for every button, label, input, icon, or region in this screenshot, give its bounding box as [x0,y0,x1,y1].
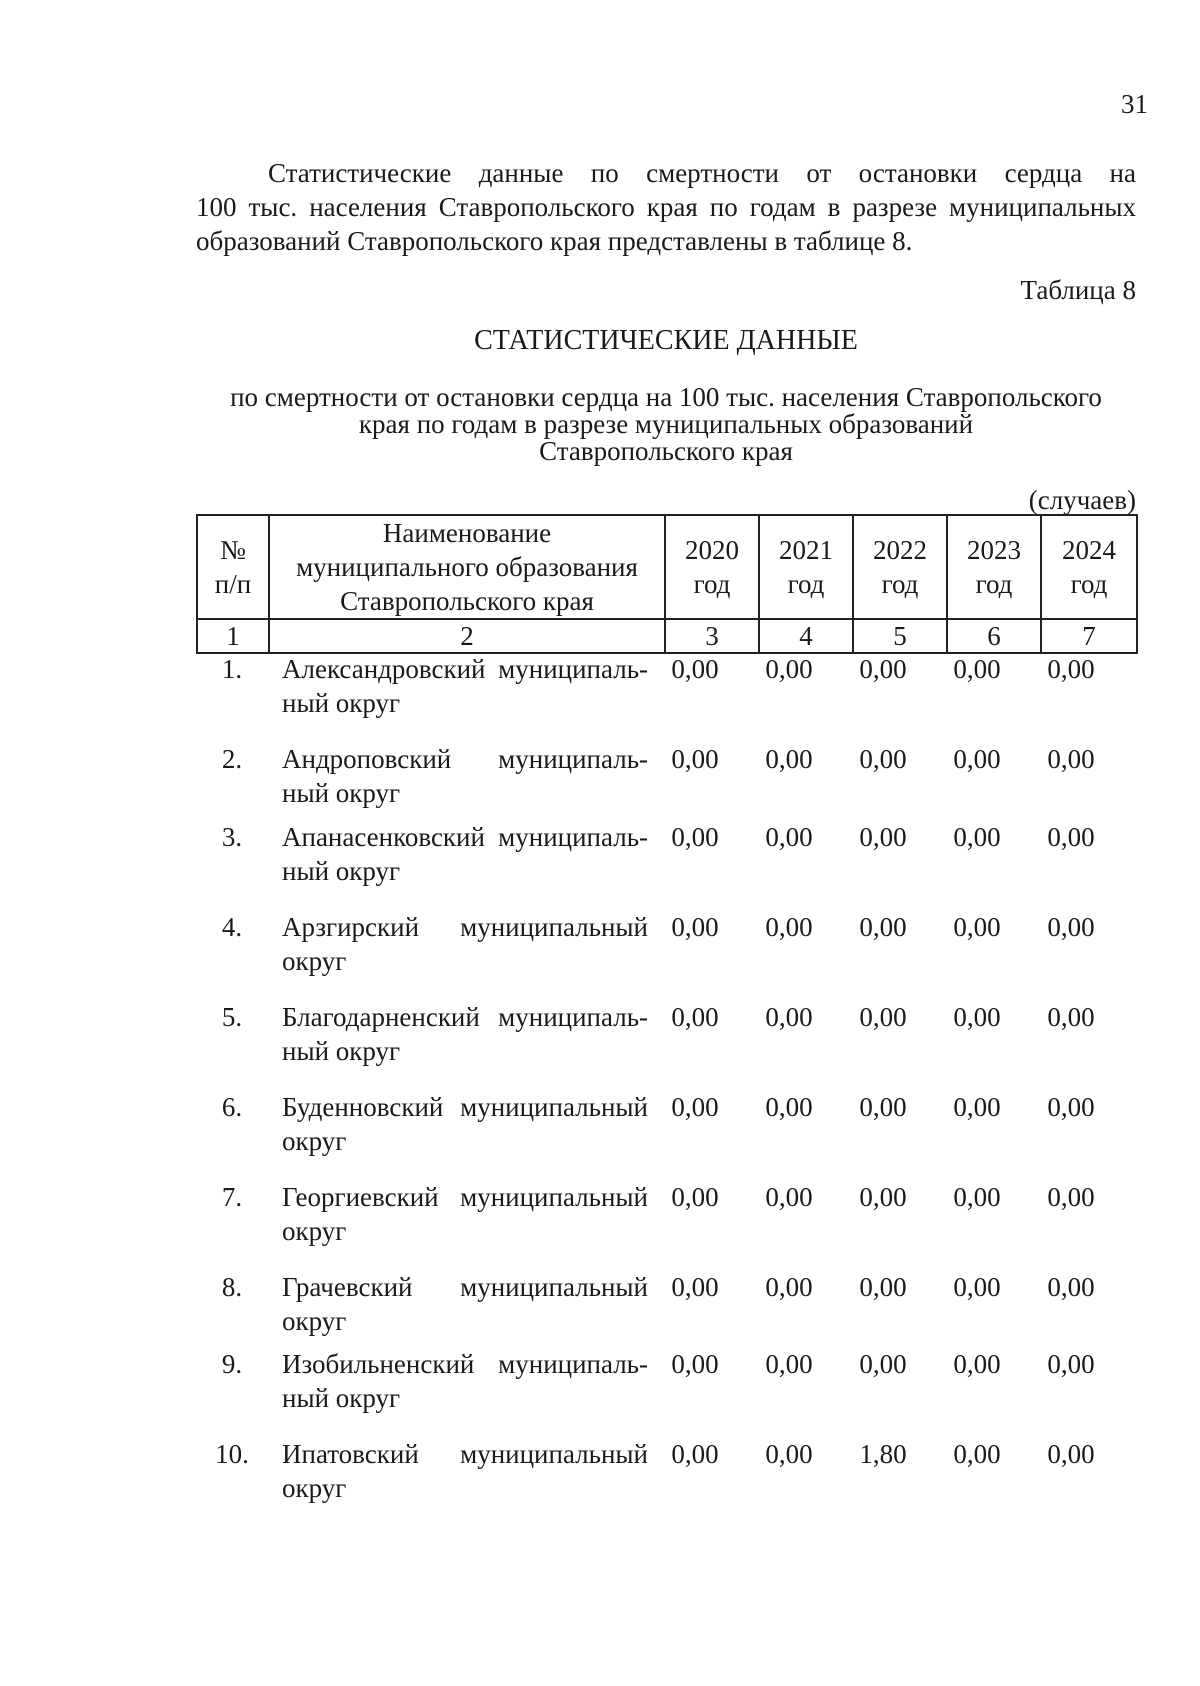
row-name [268,910,648,1000]
subtitle-line: края по годам в разрезе муниципальных образований [358,409,974,439]
header-year-2020 [665,515,759,619]
table-body [196,652,1136,1527]
header-num-line: п/п [214,569,252,599]
value-2024: 0,00 [1047,1272,1095,1302]
header-num-line: № [220,535,246,565]
value-2020: 0,00 [671,1272,719,1302]
row-number: 2. [221,744,243,774]
row-name-line: ный округ [282,856,401,886]
value-2023: 0,00 [953,912,1001,942]
column-number: 3 [665,619,759,653]
table-title: СТАТИСТИЧЕСКИЕ ДАННЫЕ [474,325,858,356]
value-2023: 0,00 [953,1439,1001,1469]
column-number: 1 [197,619,269,653]
header-year-2022 [853,515,947,619]
header-year-unit: год [1070,569,1108,599]
value-2023: 0,00 [953,654,1001,684]
row-name-line: ный округ [282,1036,401,1066]
value-2021: 0,00 [765,912,813,942]
table-row [196,742,1136,820]
value-2021: 0,00 [765,744,813,774]
column-number: 7 [1041,619,1137,653]
row-name [268,742,648,820]
table-row [196,652,1136,742]
header-year: 2020 [685,535,739,565]
row-name [268,652,648,742]
intro-paragraph [196,156,1136,258]
table-row [196,820,1136,910]
header-year: 2021 [779,535,833,565]
row-name-line: Благодарненский муниципаль- [282,1002,648,1032]
value-2024: 0,00 [1047,744,1095,774]
header-name-line: Ставропольского края [340,586,594,616]
table-row [196,1000,1136,1090]
row-number: 5. [221,1002,243,1032]
row-number: 10. [215,1439,249,1469]
value-2021: 0,00 [765,1272,813,1302]
value-2022: 0,00 [859,912,907,942]
value-2020: 0,00 [671,1349,719,1379]
row-name-line: округ [282,1473,347,1503]
value-2021: 0,00 [765,1182,813,1212]
intro-line: образований Ставропольского края представлены в таблице 8. [196,226,913,256]
value-2023: 0,00 [953,1092,1001,1122]
header-year-unit: год [881,569,919,599]
table-row [196,910,1136,1000]
subtitle-line: Ставропольского края [539,436,793,466]
value-2024: 0,00 [1047,822,1095,852]
row-name [268,1270,648,1347]
row-number: 9. [221,1349,243,1379]
intro-line: 100 тыс. населения Ставропольского края по годам в разрезе муниципальных [196,192,1136,222]
table-header [196,514,1138,654]
value-2024: 0,00 [1047,1349,1095,1379]
row-name-line: Ипатовский муниципальный [282,1439,648,1469]
row-name-line: Арзгирский муниципальный [282,912,648,942]
row-name [268,1437,648,1527]
table-row [196,1270,1136,1347]
column-number-row [197,619,1137,653]
value-2024: 0,00 [1047,912,1095,942]
header-name [269,515,665,619]
value-2022: 0,00 [859,654,907,684]
table-subtitle [196,384,1136,465]
row-number: 1. [221,654,243,684]
value-2020: 0,00 [671,912,719,942]
table-row [196,1090,1136,1180]
value-2022: 0,00 [859,1272,907,1302]
value-2022: 0,00 [859,744,907,774]
column-number: 6 [947,619,1041,653]
row-name-line: округ [282,1306,347,1336]
row-name-line: Изобильненский муниципаль- [282,1349,648,1379]
header-year: 2024 [1062,535,1116,565]
value-2024: 0,00 [1047,1182,1095,1212]
table-label: Таблица 8 [1020,275,1136,305]
row-name-line: ный округ [282,688,401,718]
row-name-line: Апанасенковский муниципаль- [282,822,648,852]
value-2023: 0,00 [953,1272,1001,1302]
row-number: 8. [221,1272,243,1302]
table-row [196,1437,1136,1527]
value-2023: 0,00 [953,1182,1001,1212]
row-name-line: Андроповский муниципаль- [282,744,648,774]
units-label: (случаев) [1028,485,1136,515]
value-2021: 0,00 [765,1349,813,1379]
value-2023: 0,00 [953,1349,1001,1379]
header-year-unit: год [975,569,1013,599]
row-name [268,1347,648,1437]
header-year: 2023 [967,535,1021,565]
value-2020: 0,00 [671,654,719,684]
row-number: 6. [221,1092,243,1122]
value-2020: 0,00 [671,822,719,852]
row-name-line: Грачевский муниципальный [282,1272,648,1302]
row-name [268,1000,648,1090]
value-2021: 0,00 [765,1439,813,1469]
row-name-line: ный округ [282,1383,401,1413]
table-row [196,1347,1136,1437]
value-2022: 0,00 [859,1182,907,1212]
row-name-line: округ [282,1126,347,1156]
value-2021: 0,00 [765,1092,813,1122]
value-2020: 0,00 [671,1002,719,1032]
value-2023: 0,00 [953,822,1001,852]
subtitle-line: по смертности от остановки сердца на 100 тыс. населения Ставропольского [230,382,1102,412]
header-name-line: Наименование [382,518,552,548]
header-name-line: муниципального образования [296,552,638,582]
value-2022: 0,00 [859,1092,907,1122]
header-year-unit: год [787,569,825,599]
header-year-2024 [1041,515,1137,619]
column-number: 5 [853,619,947,653]
row-number: 3. [221,822,243,852]
value-2020: 0,00 [671,1439,719,1469]
header-year-2023 [947,515,1041,619]
row-name-line: округ [282,946,347,976]
value-2022: 0,00 [859,1002,907,1032]
value-2020: 0,00 [671,1182,719,1212]
value-2022: 0,00 [859,822,907,852]
row-name-line: округ [282,1216,347,1246]
value-2023: 0,00 [953,1002,1001,1032]
column-number: 4 [759,619,853,653]
value-2023: 0,00 [953,744,1001,774]
value-2024: 0,00 [1047,1439,1095,1469]
row-name-line: Георгиевский муниципальный [282,1182,648,1212]
row-name-line: ный округ [282,778,401,808]
header-year: 2022 [873,535,927,565]
value-2021: 0,00 [765,1002,813,1032]
row-name-line: Буденновский муниципальный [282,1092,648,1122]
value-2022: 1,80 [859,1439,907,1469]
intro-line: Статистические данные по смертности от остановки сердца на [268,158,1136,188]
value-2021: 0,00 [765,654,813,684]
row-number: 4. [221,912,243,942]
row-name-line: Александровский муниципаль- [282,654,648,684]
value-2024: 0,00 [1047,1002,1095,1032]
header-year-2021 [759,515,853,619]
header-num [197,515,269,619]
value-2024: 0,00 [1047,654,1095,684]
header-year-unit: год [693,569,731,599]
column-number: 2 [269,619,665,653]
value-2020: 0,00 [671,744,719,774]
value-2020: 0,00 [671,1092,719,1122]
value-2022: 0,00 [859,1349,907,1379]
table-row [196,1180,1136,1270]
page-number: 31 [1121,89,1148,119]
header-row [197,515,1137,619]
row-number: 7. [221,1182,243,1212]
value-2024: 0,00 [1047,1092,1095,1122]
row-name [268,1180,648,1270]
row-name [268,820,648,910]
value-2021: 0,00 [765,822,813,852]
row-name [268,1090,648,1180]
